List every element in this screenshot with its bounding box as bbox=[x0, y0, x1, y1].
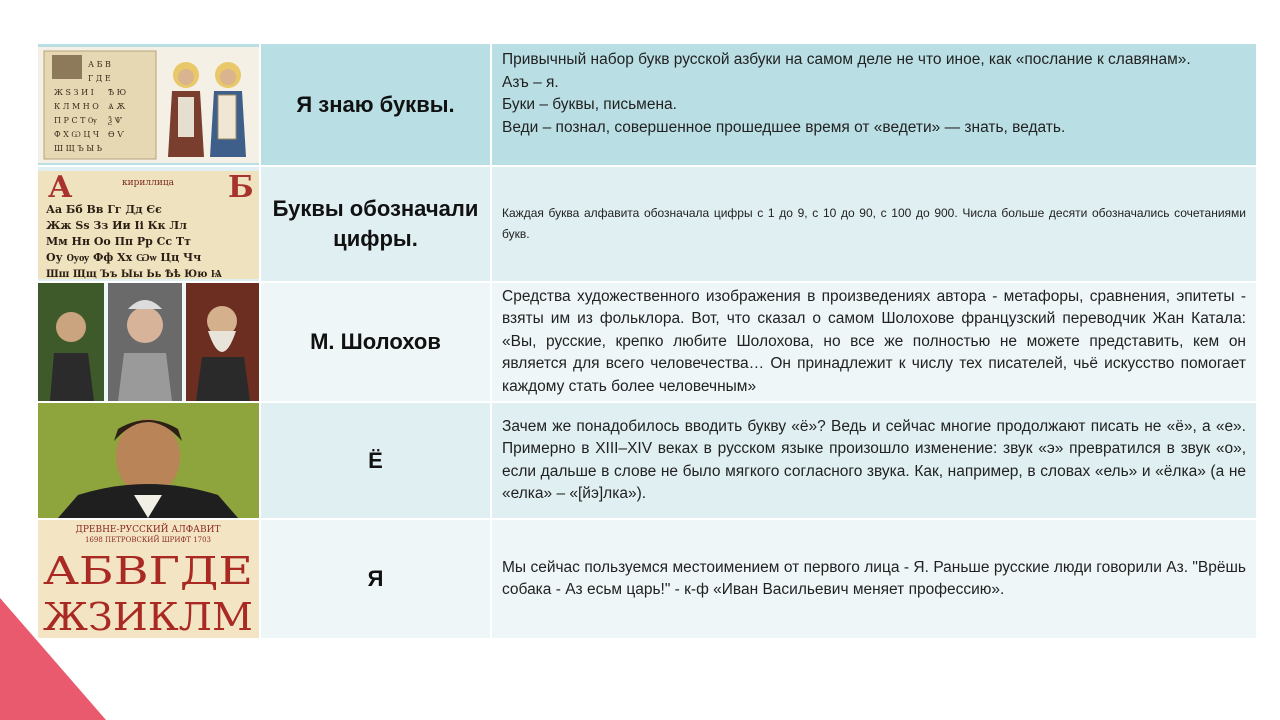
row-title-cell bbox=[260, 282, 491, 402]
alphabet-letters: Шш Щщ Ъъ Ыы Ьь Ѣѣ Юю Ѩ bbox=[46, 269, 222, 280]
svg-text:А Б В: А Б В bbox=[88, 59, 111, 69]
row-title-cell bbox=[260, 44, 491, 166]
image-caption: кириллица bbox=[122, 178, 174, 188]
row-description bbox=[492, 49, 1256, 139]
svg-text:К Л М Н О: К Л М Н О bbox=[54, 101, 99, 111]
svg-text:Г Д Е: Г Д Е bbox=[88, 73, 111, 83]
row-text-cell bbox=[491, 44, 1257, 166]
image-cell bbox=[38, 402, 260, 519]
svg-text:П Р С Т Ѹ: П Р С Т Ѹ bbox=[54, 115, 97, 125]
description-line: Азъ – я. bbox=[502, 73, 559, 91]
description-line: Привычный набор букв русской азбуки на самом деле не что иное, как «послание к славянам». bbox=[502, 51, 1191, 68]
table-row bbox=[38, 282, 1257, 402]
svg-text:Ш Щ Ъ Ы Ь: Ш Щ Ъ Ы Ь bbox=[54, 143, 103, 153]
description-line: Буки – буквы, письмена. bbox=[502, 96, 677, 113]
description-line: Веди – познал, совершенное прошедшее время от «ведети» — знать, ведать. bbox=[502, 118, 1066, 136]
row-text-cell bbox=[491, 166, 1257, 282]
row-description bbox=[492, 286, 1256, 399]
table-row bbox=[38, 44, 1257, 166]
alphabet-letters: Мм Нн Оо Пп Рр Сс Тт bbox=[46, 235, 191, 248]
svg-text:Ж Ѕ З И І: Ж Ѕ З И І bbox=[54, 87, 94, 97]
table-row bbox=[38, 402, 1257, 519]
content-table bbox=[38, 44, 1258, 640]
svg-text:Б: Б bbox=[228, 170, 254, 205]
image-cell bbox=[38, 282, 260, 402]
image-subheader: 1698 ПЕТРОВСКИЙ ШРИФТ 1703 bbox=[84, 536, 212, 544]
description-line: Средства художественного изображения в произведениях автора - метафоры, сравнения, эпитеты - взяты им из фольклора. Вот, что сказал о самом Шолохове французский переводчик Жан Катала: «Вы, русские, крепко любите Шолохова, но все же полностью не можете представить, кем он является для всего человечества… Он принадлежит к числу тех писателей, чьё искусство помогает каждому стать более человечным» bbox=[502, 287, 1246, 395]
alphabet-letters: Оу Ѹѹ Фф Хх Ѡѡ Цц Чч bbox=[46, 251, 202, 264]
svg-text:А: А bbox=[48, 170, 73, 205]
row-title: М. Шолохов bbox=[310, 329, 441, 355]
image-letters: ЖЗИКЛМ bbox=[43, 595, 253, 638]
cyrillic-saints-image bbox=[38, 47, 259, 163]
row-title: Я знаю буквы. bbox=[296, 91, 455, 117]
description-line: Каждая буква алфавита обозначала цифры с 1 до 9, с 10 до 90, с 100 до 900. Числа больше десяти обозначались сочетаниями букв. bbox=[502, 206, 1246, 241]
svg-text:Ѯ Ѱ: Ѯ Ѱ bbox=[108, 115, 123, 125]
cyrillic-alphabet-image bbox=[38, 167, 259, 281]
sholokhov-portraits-image bbox=[38, 283, 259, 401]
row-title-cell bbox=[260, 166, 491, 282]
svg-text:Ф Х Ѡ Ц Ч: Ф Х Ѡ Ц Ч bbox=[54, 129, 100, 139]
row-title-cell bbox=[260, 402, 491, 519]
description-line: Мы сейчас пользуемся местоимением от первого лица - Я. Раньше русские люди говорили Аз. "Врёшь собака - Аз есьм царь!" - к-ф «Иван Васильевич меняет профессию». bbox=[502, 558, 1246, 598]
row-description bbox=[492, 203, 1256, 245]
table-row bbox=[38, 519, 1257, 639]
alphabet-letters: Аа Бб Вв Гг Дд Єє bbox=[46, 203, 162, 216]
description-line: Зачем же понадобилось вводить букву «ё»? Ведь и сейчас многие продолжают писать не «ё», а «е». Примерно в XIII–XIV веках в русском языке произошло изменение: звук «э» превратился в звук «о», если дальше в слове не было мягкого согласного звука. Как, например, в словах «ель» и «ёлка» (а не «елка» – «[йэ]лка»). bbox=[502, 417, 1246, 502]
row-title: Буквы обозначали цифры. bbox=[272, 196, 479, 251]
alphabet-letters: Жж Ѕѕ Зз Ии Іі Кк Лл bbox=[46, 219, 187, 232]
svg-text:Ѳ Ѵ: Ѳ Ѵ bbox=[108, 129, 124, 139]
row-description bbox=[492, 416, 1256, 506]
old-russian-alphabet-image bbox=[38, 520, 259, 638]
image-cell bbox=[38, 44, 260, 166]
table-row bbox=[38, 166, 1257, 282]
row-title-cell bbox=[260, 519, 491, 639]
image-header: ДРЕВНЕ-РУССКИЙ АЛФАВИТ bbox=[75, 525, 221, 535]
row-description bbox=[492, 557, 1256, 602]
row-title: Я bbox=[367, 566, 384, 592]
svg-text:Ѣ Ю: Ѣ Ю bbox=[108, 87, 127, 97]
image-cell bbox=[38, 519, 260, 639]
image-cell bbox=[38, 166, 260, 282]
row-text-cell bbox=[491, 282, 1257, 402]
svg-text:Ѧ Ѫ: Ѧ Ѫ bbox=[108, 101, 126, 111]
karamzin-portrait-image bbox=[38, 403, 259, 518]
row-text-cell bbox=[491, 519, 1257, 639]
row-text-cell bbox=[491, 402, 1257, 519]
image-letters: АБВГДЕ bbox=[43, 549, 254, 593]
row-title: Ё bbox=[368, 447, 383, 473]
